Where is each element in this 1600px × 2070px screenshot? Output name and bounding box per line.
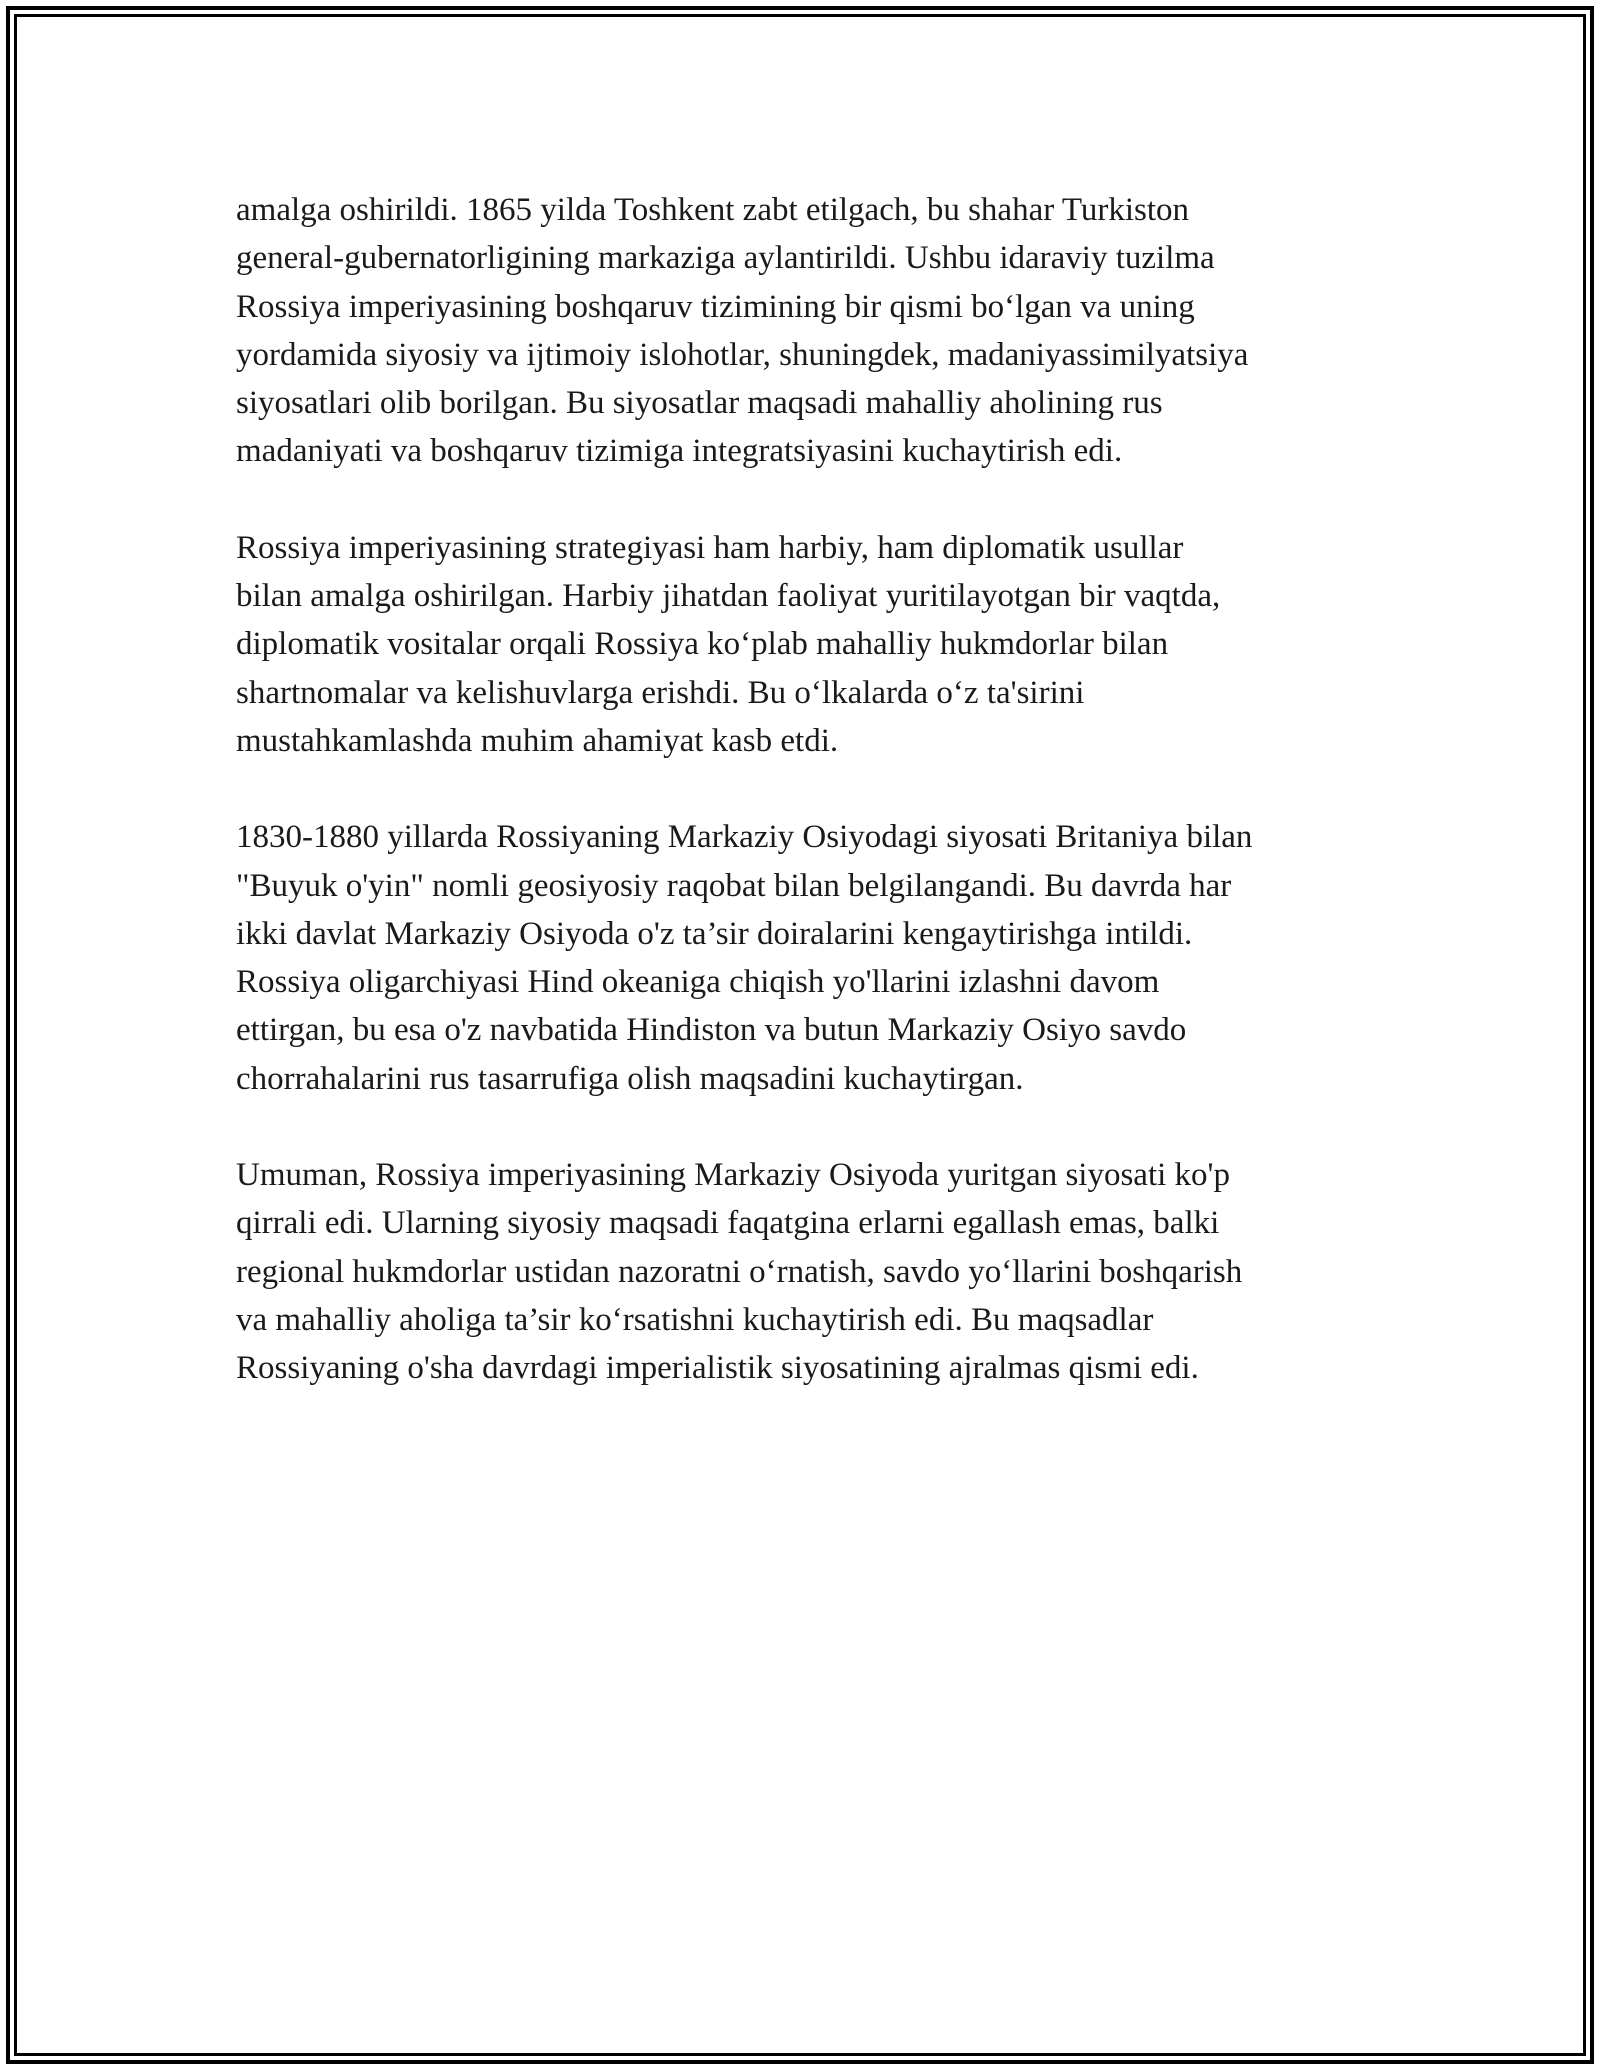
paragraph-4: Umuman, Rossiya imperiyasining Markaziy Osiyoda yuritgan siyosati ko'p qirrali edi. Ularning siyosiy maqsadi faqatgina erlarni egallash emas, balki regional hukmdorlar ustidan nazoratni oʻrnatish, savdo yoʻllarini boshqarish va mahalliy aholiga ta’sir koʻrsatishni kuchaytirish edi. Bu maqsadlar Rossiyaning o'sha davrdagi imperialistik siyosatining ajralmas qismi edi.	[236, 1157, 1243, 1387]
document-body	[236, 186, 1376, 1441]
paragraph-3: 1830-1880 yillarda Rossiyaning Markaziy Osiyodagi siyosati Britaniya bilan "Buyuk o'yin" nomli geosiyosiy raqobat bilan belgilangandi. Bu davrda har ikki davlat Markaziy Osiyoda o'z ta’sir doiralarini kengaytirishga intildi. Rossiya oligarchiyasi Hind okeaniga chiqish yo'llarini izlashni davom ettirgan, bu esa o'z navbatida Hindiston va butun Markaziy Osiyo savdo chorrahalarini rus tasarrufiga olish maqsadini kuchaytirgan.	[236, 819, 1253, 1097]
paragraph-1: amalga oshirildi. 1865 yilda Toshkent zabt etilgach, bu shahar Turkiston general-gubernatorligining markaziga aylantirildi. Ushbu idaraviy tuzilma Rossiya imperiyasining boshqaruv tizimining bir qismi boʻlgan va uning yordamida siyosiy va ijtimoiy islohotlar, shuningdek, madaniyassimilyatsiya siyosatlari olib borilgan. Bu siyosatlar maqsadi mahalliy aholining rus madaniyati va boshqaruv tizimiga integratsiyasini kuchaytirish edi.	[236, 192, 1249, 470]
paragraph-2: Rossiya imperiyasining strategiyasi ham harbiy, ham diplomatik usullar bilan amalga oshirilgan. Harbiy jihatdan faoliyat yuritilayotgan bir vaqtda, diplomatik vositalar orqali Rossiya koʻplab mahalliy hukmdorlar bilan shartnomalar va kelishuvlarga erishdi. Bu oʻlkalarda oʻz ta'sirini mustahkamlashda muhim ahamiyat kasb etdi.	[236, 529, 1221, 759]
